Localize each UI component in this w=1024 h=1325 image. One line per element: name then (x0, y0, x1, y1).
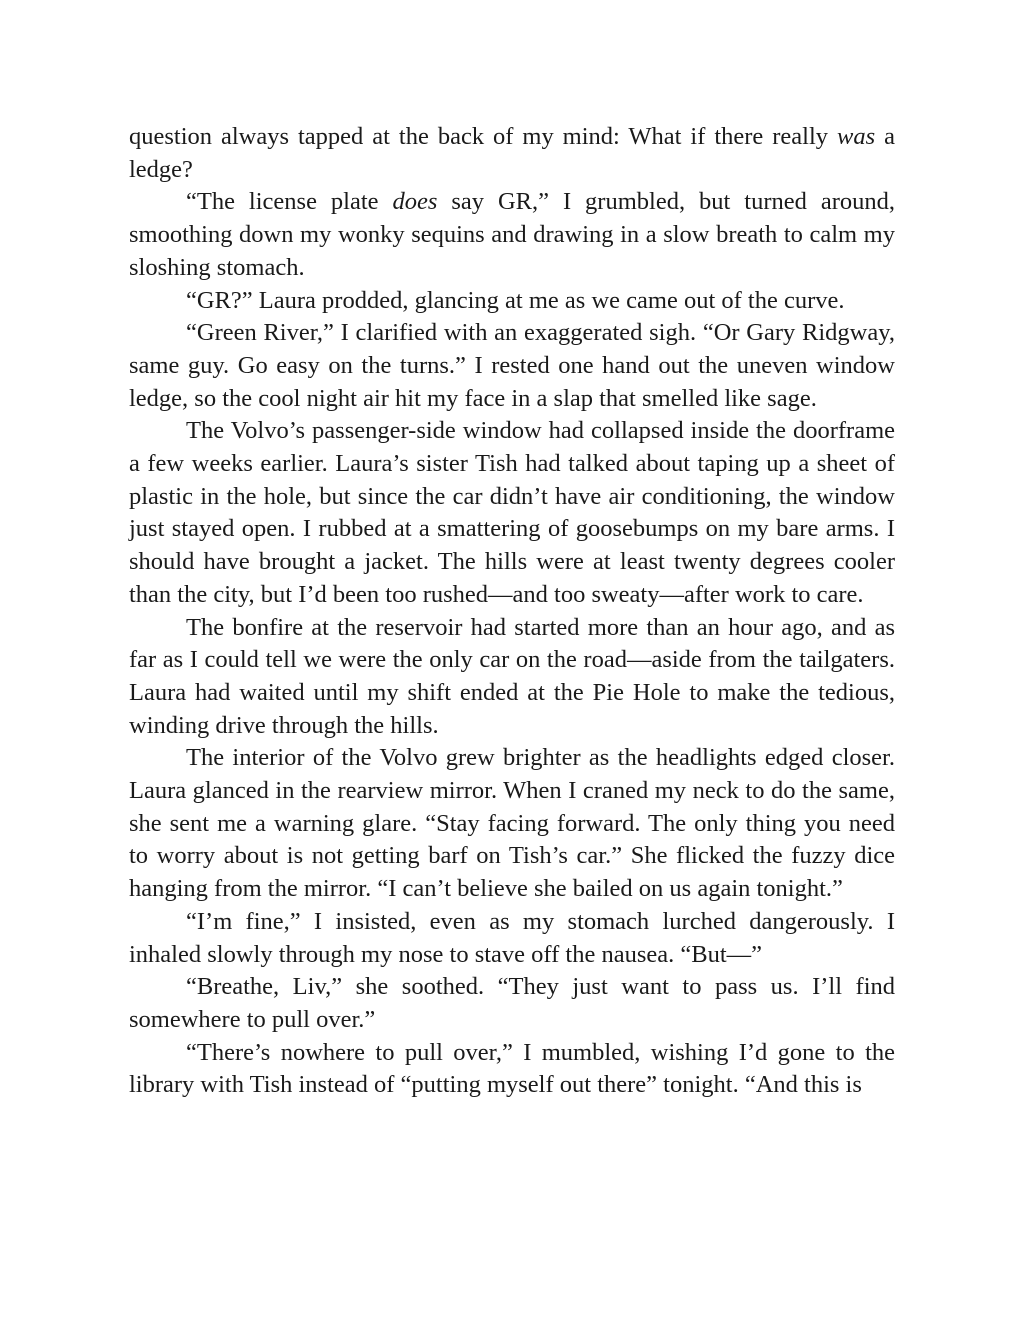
paragraph-text: “There’s nowhere to pull over,” I mumbled, wishing I’d gone to the library with Tish instead of “putting myself out there” tonight. “And this is (129, 1038, 895, 1099)
paragraph-text: “GR?” Laura prodded, glancing at me as we came out of the curve. (186, 286, 845, 314)
paragraph (129, 971, 895, 1036)
paragraph-text: The bonfire at the reservoir had started more than an hour ago, and as far as I could tell we were the only car on the road—aside from the tailgaters. Laura had waited until my shift ended at the Pie Hole to make the tedious, winding drive through the hills. (129, 613, 895, 739)
paragraph-text: “I’m fine,” I insisted, even as my stomach lurched dangerously. I inhaled slowly through my nose to stave off the nausea. “But—” (129, 907, 895, 968)
paragraph-text: question always tapped at the back of my mind: What if there really (129, 123, 838, 150)
paragraph (129, 415, 895, 611)
paragraph-text: a ledge? (129, 123, 895, 183)
paragraph-text: The Volvo’s passenger-side window had collapsed inside the doorframe a few weeks earlier. Laura’s sister Tish had talked about taping up a sheet of plastic in the hole, but since the car didn’t have air conditioning, the window just stayed open. I rubbed at a smattering of goosebumps on my bare arms. I should have brought a jacket. The hills were at least twenty degrees cooler than the city, but I’d been too rushed—and too sweaty—after work to care. (129, 417, 895, 608)
paragraph (129, 186, 895, 284)
paragraph-text: say GR,” I grumbled, but turned around, smoothing down my wonky sequins and drawing in a slow breath to calm my sloshing stomach. (129, 188, 895, 281)
paragraph (129, 1037, 895, 1102)
paragraph (129, 317, 895, 415)
paragraph (129, 285, 895, 318)
paragraph-text: “Breathe, Liv,” she soothed. “They just want to pass us. I’ll find somewhere to pull over.” (129, 973, 895, 1033)
paragraph-text: “Green River,” I clarified with an exaggerated sigh. “Or Gary Ridgway, same guy. Go easy on the turns.” I rested one hand out the uneven window ledge, so the cool night air hit my face in a slap that smelled like sage. (129, 319, 895, 412)
italic-text: does (392, 188, 438, 216)
paragraph (129, 906, 895, 971)
page-body (129, 121, 895, 1102)
paragraph (129, 742, 895, 906)
paragraph-text: “The license plate (186, 188, 393, 216)
paragraph-text: The interior of the Volvo grew brighter as the headlights edged closer. Laura glanced in the rearview mirror. When I craned my neck to do the same, she sent me a warning glare. “Stay facing forward. The only thing you need to worry about is not getting barf on Tish’s car.” She flicked the fuzzy dice hanging from the mirror. “I can’t believe she bailed on us again tonight.” (129, 744, 895, 903)
paragraph (129, 121, 895, 186)
paragraph (129, 612, 895, 743)
italic-text: was (837, 123, 876, 150)
